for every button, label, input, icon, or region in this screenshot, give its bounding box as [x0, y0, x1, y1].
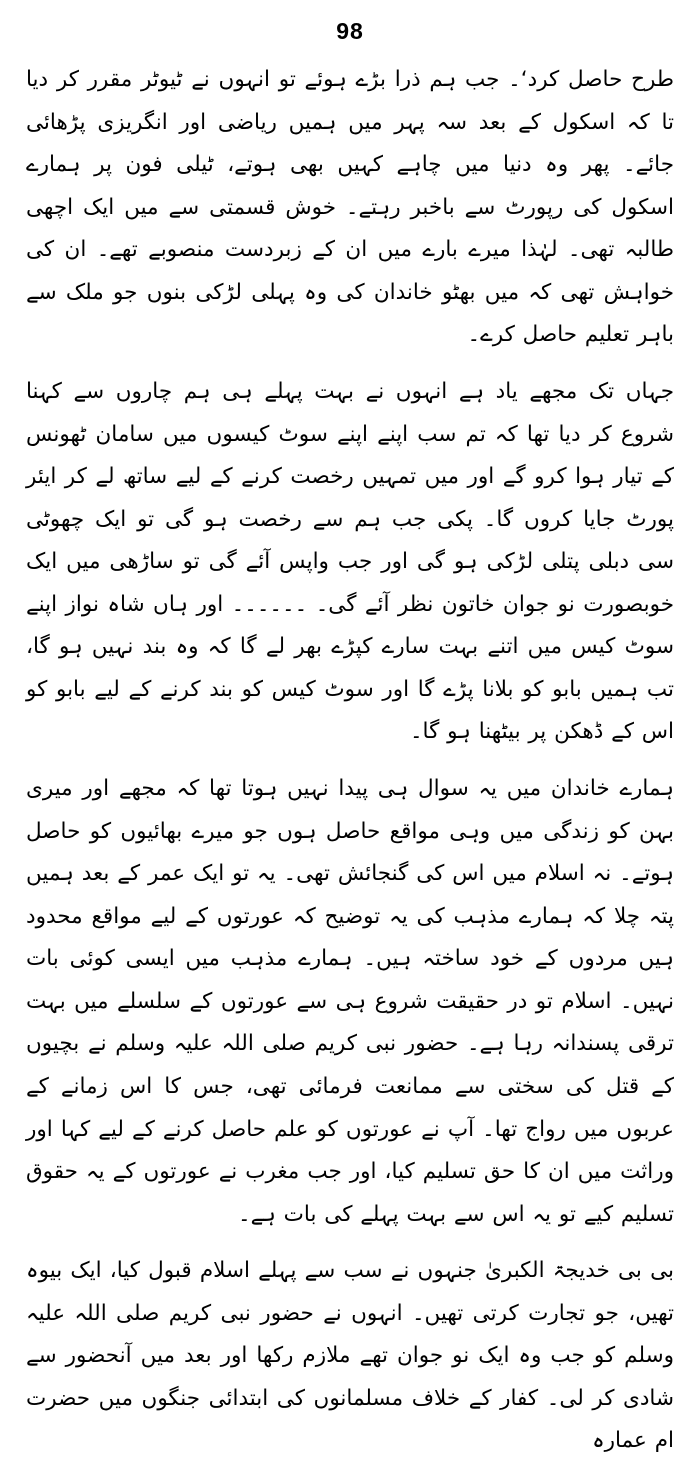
page-body	[26, 59, 674, 1463]
paragraph: بی بی خدیجۃ الکبریٰ جنہوں نے سب سے پہلے اسلام قبول کیا، ایک بیوہ تھیں، جو تجارت کرتی تھیں۔ انہوں نے حضور نبی کریم صلی اللہ علیہ وسلم کو جب وہ ایک نو جوان تھے ملازم رکھا اور بعد میں آنحضور سے شادی کر لی۔ کفار کے خلاف مسلمانوں کی ابتدائی جنگوں میں حضرت ام عمارہ	[26, 1258, 674, 1454]
paragraph: جہاں تک مجھے یاد ہے انہوں نے بہت پہلے ہی ہم چاروں سے کہنا شروع کر دیا تھا کہ تم سب اپنے اپنے سوٹ کیسوں میں سامان ٹھونس کے تیار ہوا کرو گے اور میں تمہیں رخصت کرنے کے لیے ساتھ لے کر ایئر پورٹ جایا کروں گا۔ پکی جب ہم سے رخصت ہو گی تو ایک چھوٹی سی دبلی پتلی لڑکی ہو گی اور جب واپس آئے گی تو ساڑھی میں ایک خوبصورت نو جوان خاتون نظر آئے گی۔ ۔۔۔۔۔۔ اور ہاں شاہ نواز اپنے سوٹ کیس میں اتنے بہت سارے کپڑے بھر لے گا کہ وہ بند نہیں ہو گا، تب ہمیں بابو کو بلانا پڑے گا اور سوٹ کیس کو بند کرنے کے لیے بابو کو اس کے ڈھکن پر بیٹھنا ہو گا۔	[26, 378, 674, 745]
page-number: 98	[336, 18, 364, 44]
paragraph: ہمارے خاندان میں یہ سوال ہی پیدا نہیں ہوتا تھا کہ مجھے اور میری بہن کو زندگی میں وہی مواقع حاصل ہوں جو میرے بھائیوں کو حاصل ہوتے۔ نہ اسلام میں اس کی گنجائش تھی۔ یہ تو ایک عمر کے بعد ہمیں پتہ چلا کہ ہمارے مذہب کی یہ توضیح کہ عورتوں کے لیے مواقع محدود ہیں مردوں کے خود ساختہ ہیں۔ ہمارے مذہب میں ایسی کوئی بات نہیں۔ اسلام تو در حقیقت شروع ہی سے عورتوں کے سلسلے میں بہت ترقی پسندانہ رہا ہے۔ حضور نبی کریم صلی اللہ علیہ وسلم نے بچیوں کے قتل کی سختی سے ممانعت فرمائی تھی، جس کا اس زمانے کے عربوں میں رواج تھا۔ آپ نے عورتوں کو علم حاصل کرنے کے لیے کہا اور وراثت میں ان کا حق تسلیم کیا، اور جب مغرب نے عورتوں کے یہ حقوق تسلیم کیے تو یہ اس سے بہت پہلے کی بات ہے۔	[26, 776, 674, 1227]
paragraph: طرح حاصل کرد‘۔ جب ہم ذرا بڑے ہوئے تو انہوں نے ٹیوٹر مقرر کر دیا تا کہ اسکول کے بعد سہ پہر میں ہمیں ریاضی اور انگریزی پڑھائی جائے۔ پھر وہ دنیا میں چاہے کہیں بھی ہوتے، ٹیلی فون پر ہمارے اسکول کی رپورٹ سے باخبر رہتے۔ خوش قسمتی سے میں ایک اچھی طالبہ تھی۔ لہٰذا میرے بارے میں ان کے زبردست منصوبے تھے۔ ان کی خواہش تھی کہ میں بھٹو خاندان کی وہ پہلی لڑکی بنوں جو ملک سے باہر تعلیم حاصل کرے۔	[26, 67, 674, 348]
